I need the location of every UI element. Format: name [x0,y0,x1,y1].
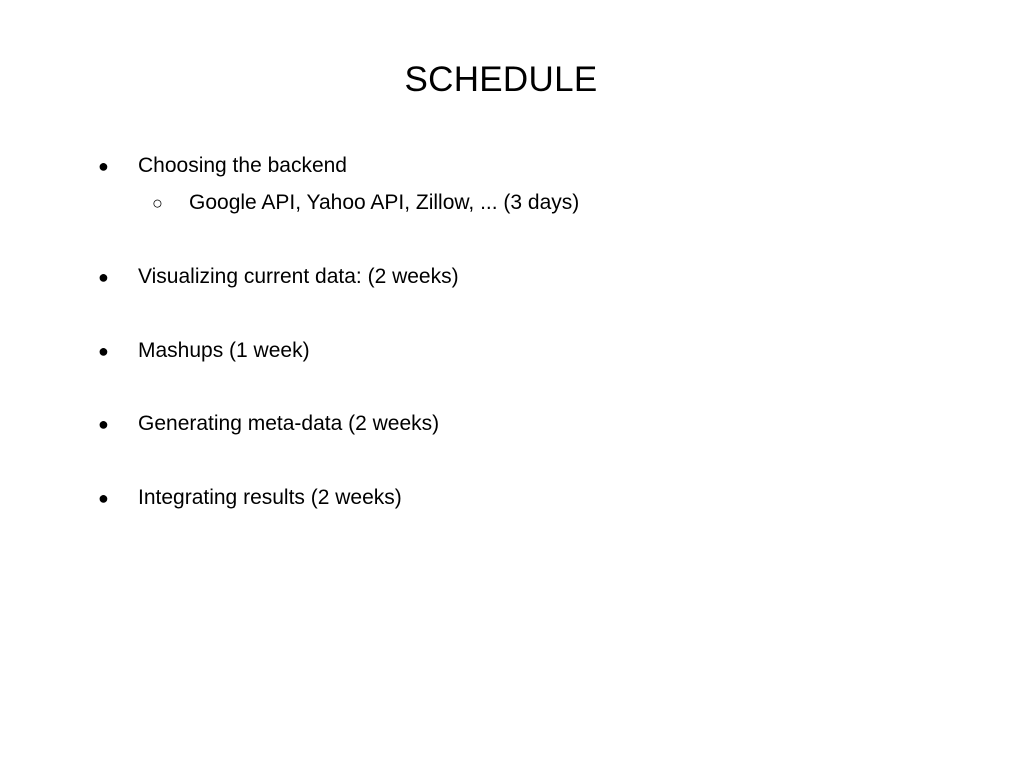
list-item-label: Visualizing current data: (2 weeks) [138,265,459,288]
list-item-label: Choosing the backend [138,154,347,177]
sub-list-item [0,188,1024,218]
sub-bullet-icon: ○ [152,193,163,213]
list-item [0,483,1024,513]
list-item [0,262,1024,292]
sub-list-item-label: Google API, Yahoo API, Zillow, ... (3 days) [189,191,580,214]
bullet-icon: ● [98,488,109,508]
bullet-icon: ● [98,341,109,361]
bullet-icon: ● [98,414,109,434]
list-item [0,336,1024,366]
list-item-label: Generating meta-data (2 weeks) [138,412,440,435]
list-item-label: Integrating results (2 weeks) [138,486,402,509]
bullet-icon: ● [98,267,109,287]
list-item-label: Mashups (1 week) [138,339,310,362]
list-item [0,151,1024,181]
list-item [0,409,1024,439]
bullet-icon: ● [98,156,109,176]
slide-title: SCHEDULE [404,60,598,99]
